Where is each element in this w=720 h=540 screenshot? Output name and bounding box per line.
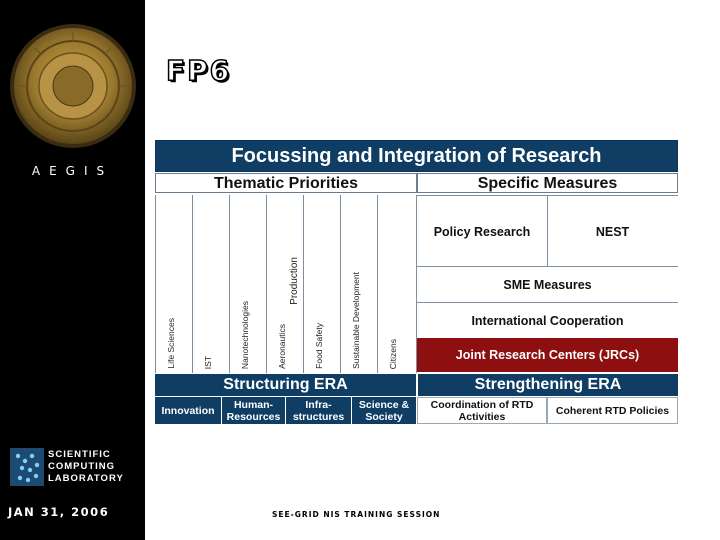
innovation-cell: Innovation bbox=[155, 397, 222, 424]
infrastructures-cell: Infra-structures bbox=[286, 397, 352, 424]
coherent-rtd-policies-cell: Coherent RTD Policies bbox=[547, 397, 678, 424]
international-cooperation-cell: International Cooperation bbox=[417, 302, 678, 338]
column-label: Food Safety bbox=[314, 323, 324, 369]
production-label: Production bbox=[289, 257, 300, 305]
slide-date: JAN 31, 2006 bbox=[8, 505, 110, 519]
lab-line-1: SCIENTIFIC bbox=[48, 449, 111, 460]
column-label: Nanotechnologies bbox=[240, 300, 250, 369]
sme-measures-cell: SME Measures bbox=[417, 266, 678, 302]
slide-footer: SEE-GRID NIS TRAINING SESSION bbox=[272, 510, 441, 519]
policy-nest-row bbox=[417, 195, 678, 266]
structuring-era-bar: Structuring ERA bbox=[155, 374, 416, 396]
column-label: Sustainable Development bbox=[351, 272, 361, 369]
column-label: Life Sciences bbox=[166, 318, 176, 369]
column-label: IST bbox=[203, 355, 213, 369]
thematic-column bbox=[340, 195, 377, 373]
org-name: AEGIS bbox=[31, 164, 114, 178]
jrc-cell: Joint Research Centers (JRCs) bbox=[417, 338, 678, 372]
nest-cell: NEST bbox=[595, 224, 630, 239]
aegis-coin-logo bbox=[8, 22, 138, 150]
human-resources-cell: Human-Resources bbox=[222, 397, 286, 424]
thematic-column bbox=[229, 195, 266, 373]
lab-name bbox=[48, 449, 132, 485]
slide-title: FP6 bbox=[166, 54, 232, 87]
lab-dots-icon bbox=[10, 448, 44, 486]
column-label: Aeronautics bbox=[277, 324, 287, 369]
science-society-cell: Science & Society bbox=[352, 397, 417, 424]
thematic-column bbox=[303, 195, 340, 373]
fp6-structure-diagram bbox=[155, 140, 678, 424]
diagram-header: Focussing and Integration of Research bbox=[155, 140, 678, 172]
thematic-column bbox=[155, 195, 192, 373]
sidebar bbox=[0, 0, 145, 540]
thematic-column bbox=[192, 195, 229, 373]
lab-line-2: COMPUTING bbox=[48, 461, 116, 472]
scl-lab-logo bbox=[10, 448, 132, 486]
policy-research-cell: Policy Research bbox=[417, 196, 548, 267]
lab-line-3: LABORATORY bbox=[48, 473, 124, 484]
strengthening-era-bar: Strengthening ERA bbox=[418, 374, 678, 396]
thematic-column bbox=[377, 195, 417, 373]
coordination-rtd-cell: Coordination of RTD Activities bbox=[417, 397, 547, 424]
thematic-column bbox=[266, 195, 303, 373]
specific-measures-heading: Specific Measures bbox=[417, 173, 678, 193]
column-label: Citizens bbox=[388, 338, 398, 369]
thematic-priorities-heading: Thematic Priorities bbox=[155, 173, 417, 193]
